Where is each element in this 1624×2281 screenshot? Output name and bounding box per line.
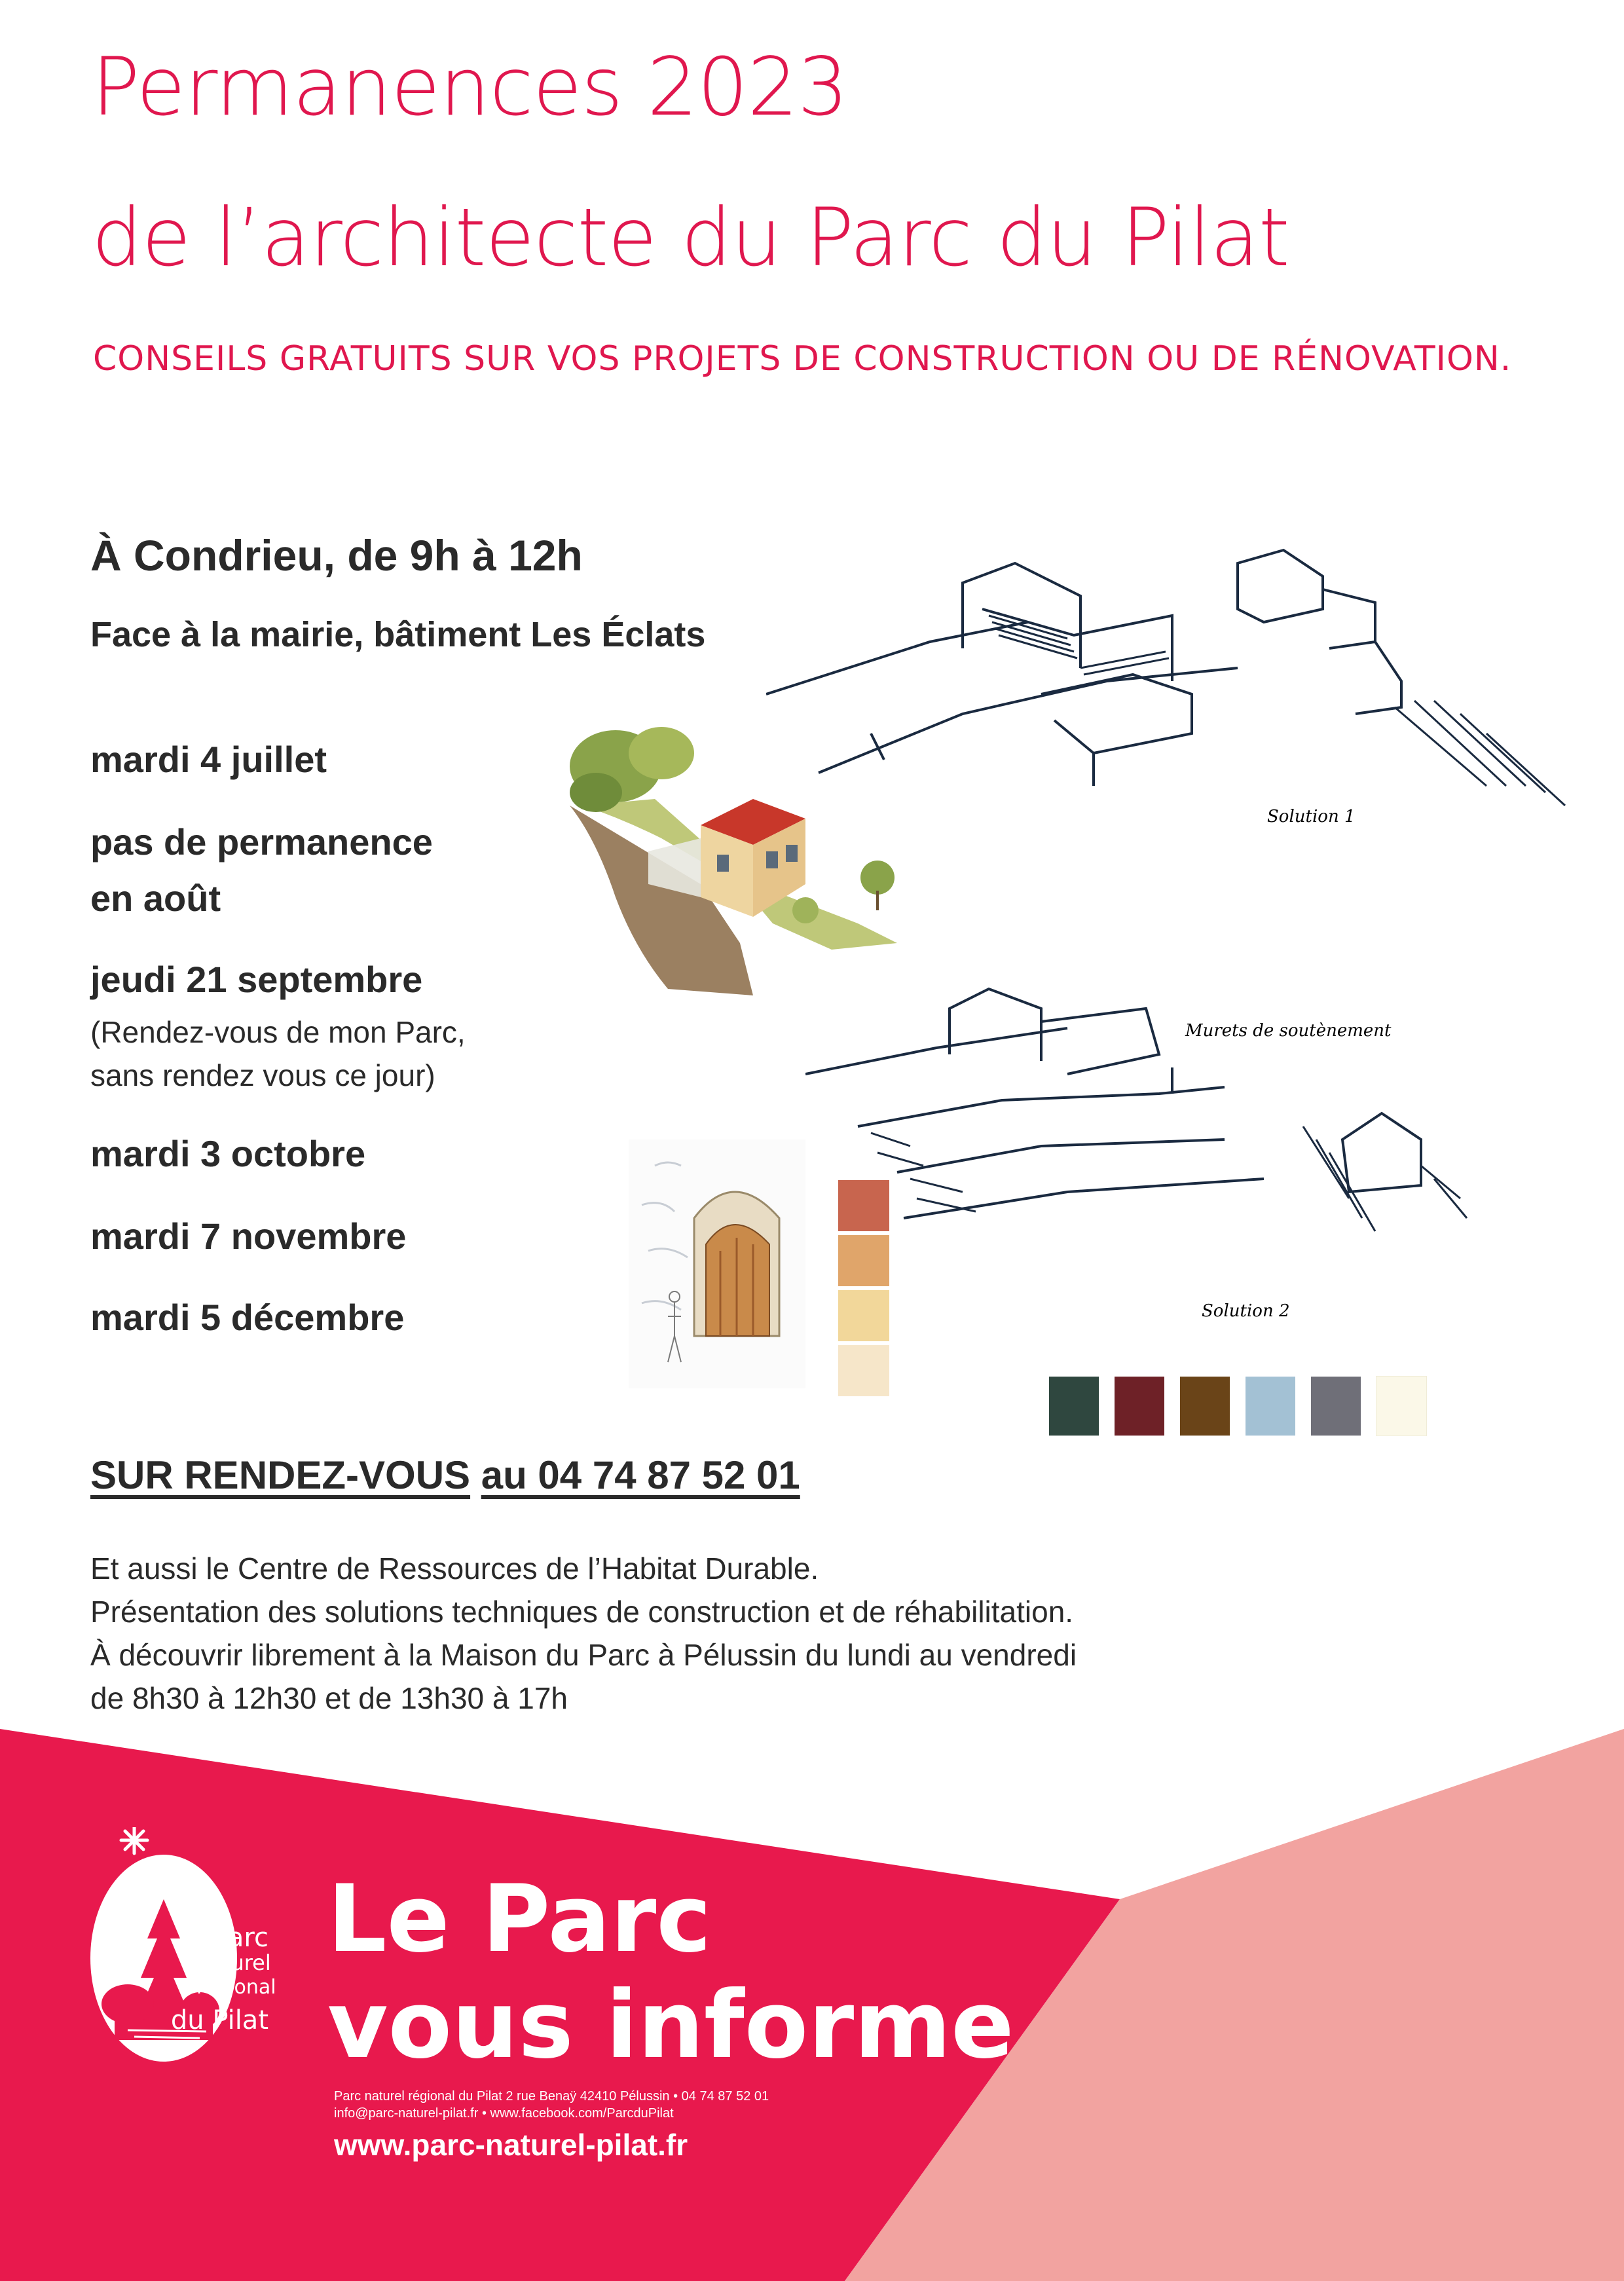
color-swatch xyxy=(1180,1377,1230,1436)
color-swatch xyxy=(838,1180,889,1231)
date-item: mardi 4 juillet xyxy=(90,739,327,780)
info-line: Présentation des solutions techniques de construction et de réhabilitation. xyxy=(90,1595,1074,1629)
info-block xyxy=(90,1547,1077,1720)
info-line: Et aussi le Centre de Ressources de l’Habitat Durable. xyxy=(90,1551,819,1586)
date-item: jeudi 21 septembre xyxy=(90,959,423,1000)
page-subtitle: CONSEILS GRATUITS SUR VOS PROJETS DE CONSTRUCTION OU DE RÉNOVATION. xyxy=(93,339,1512,379)
label-solution2: Solution 2 xyxy=(1202,1301,1290,1321)
color-swatch xyxy=(1115,1377,1164,1436)
logo-text xyxy=(196,1923,276,2000)
location-title: À Condrieu, de 9h à 12h xyxy=(90,531,583,580)
logo-line: Parc xyxy=(213,1923,268,1953)
color-swatch xyxy=(1246,1377,1295,1436)
label-murets: Murets de soutènement xyxy=(1185,1021,1392,1041)
sketch-solution1 xyxy=(766,537,1611,864)
appointment-label: SUR RENDEZ-VOUS xyxy=(90,1453,471,1497)
date-note: (Rendez-vous de mon Parc, xyxy=(90,1015,466,1049)
color-swatch xyxy=(1376,1377,1426,1436)
info-line: À découvrir librement à la Maison du Parc à Pélussin du lundi au vendredi xyxy=(90,1638,1077,1672)
date-item: mardi 5 décembre xyxy=(90,1297,405,1338)
page-title-line2: de l’architecte du Parc du Pilat xyxy=(92,191,1289,284)
slogan-line: vous informe xyxy=(327,1971,1014,2079)
appointment-phone: au 04 74 87 52 01 xyxy=(481,1453,800,1497)
date-item: mardi 7 novembre xyxy=(90,1215,407,1257)
color-swatch xyxy=(838,1345,889,1396)
date-item: en août xyxy=(90,878,221,919)
info-line: de 8h30 à 12h30 et de 13h30 à 17h xyxy=(90,1681,568,1715)
slogan xyxy=(327,1866,1014,2079)
address-line[interactable]: info@parc-naturel-pilat.fr • www.facebook.com/ParcduPilat xyxy=(334,2106,674,2121)
label-solution1: Solution 1 xyxy=(1267,807,1356,826)
color-swatch xyxy=(838,1290,889,1341)
page-title-line1: Permanences 2023 xyxy=(92,41,848,134)
color-swatch xyxy=(838,1235,889,1286)
appointment-line xyxy=(90,1453,800,1498)
logo-line: régional xyxy=(196,1976,276,1999)
date-item: mardi 3 octobre xyxy=(90,1133,366,1174)
website-link[interactable]: www.parc-naturel-pilat.fr xyxy=(334,2128,688,2162)
logo-line: naturel xyxy=(196,1950,271,1975)
date-note: sans rendez vous ce jour) xyxy=(90,1058,435,1092)
color-swatch xyxy=(1311,1377,1361,1436)
door-illustration xyxy=(629,1140,805,1388)
date-item: pas de permanence xyxy=(90,821,433,862)
location-subtitle: Face à la mairie, bâtiment Les Éclats xyxy=(90,615,706,654)
address-block xyxy=(334,2088,769,2122)
address-line: Parc naturel régional du Pilat 2 rue Benaÿ 42410 Pélussin • 04 74 87 52 01 xyxy=(334,2089,769,2104)
slogan-line: Le Parc xyxy=(327,1865,712,1973)
sketch-solution2 xyxy=(805,982,1611,1323)
logo-line: du Pilat xyxy=(170,2005,268,2035)
color-swatch xyxy=(1049,1377,1099,1436)
